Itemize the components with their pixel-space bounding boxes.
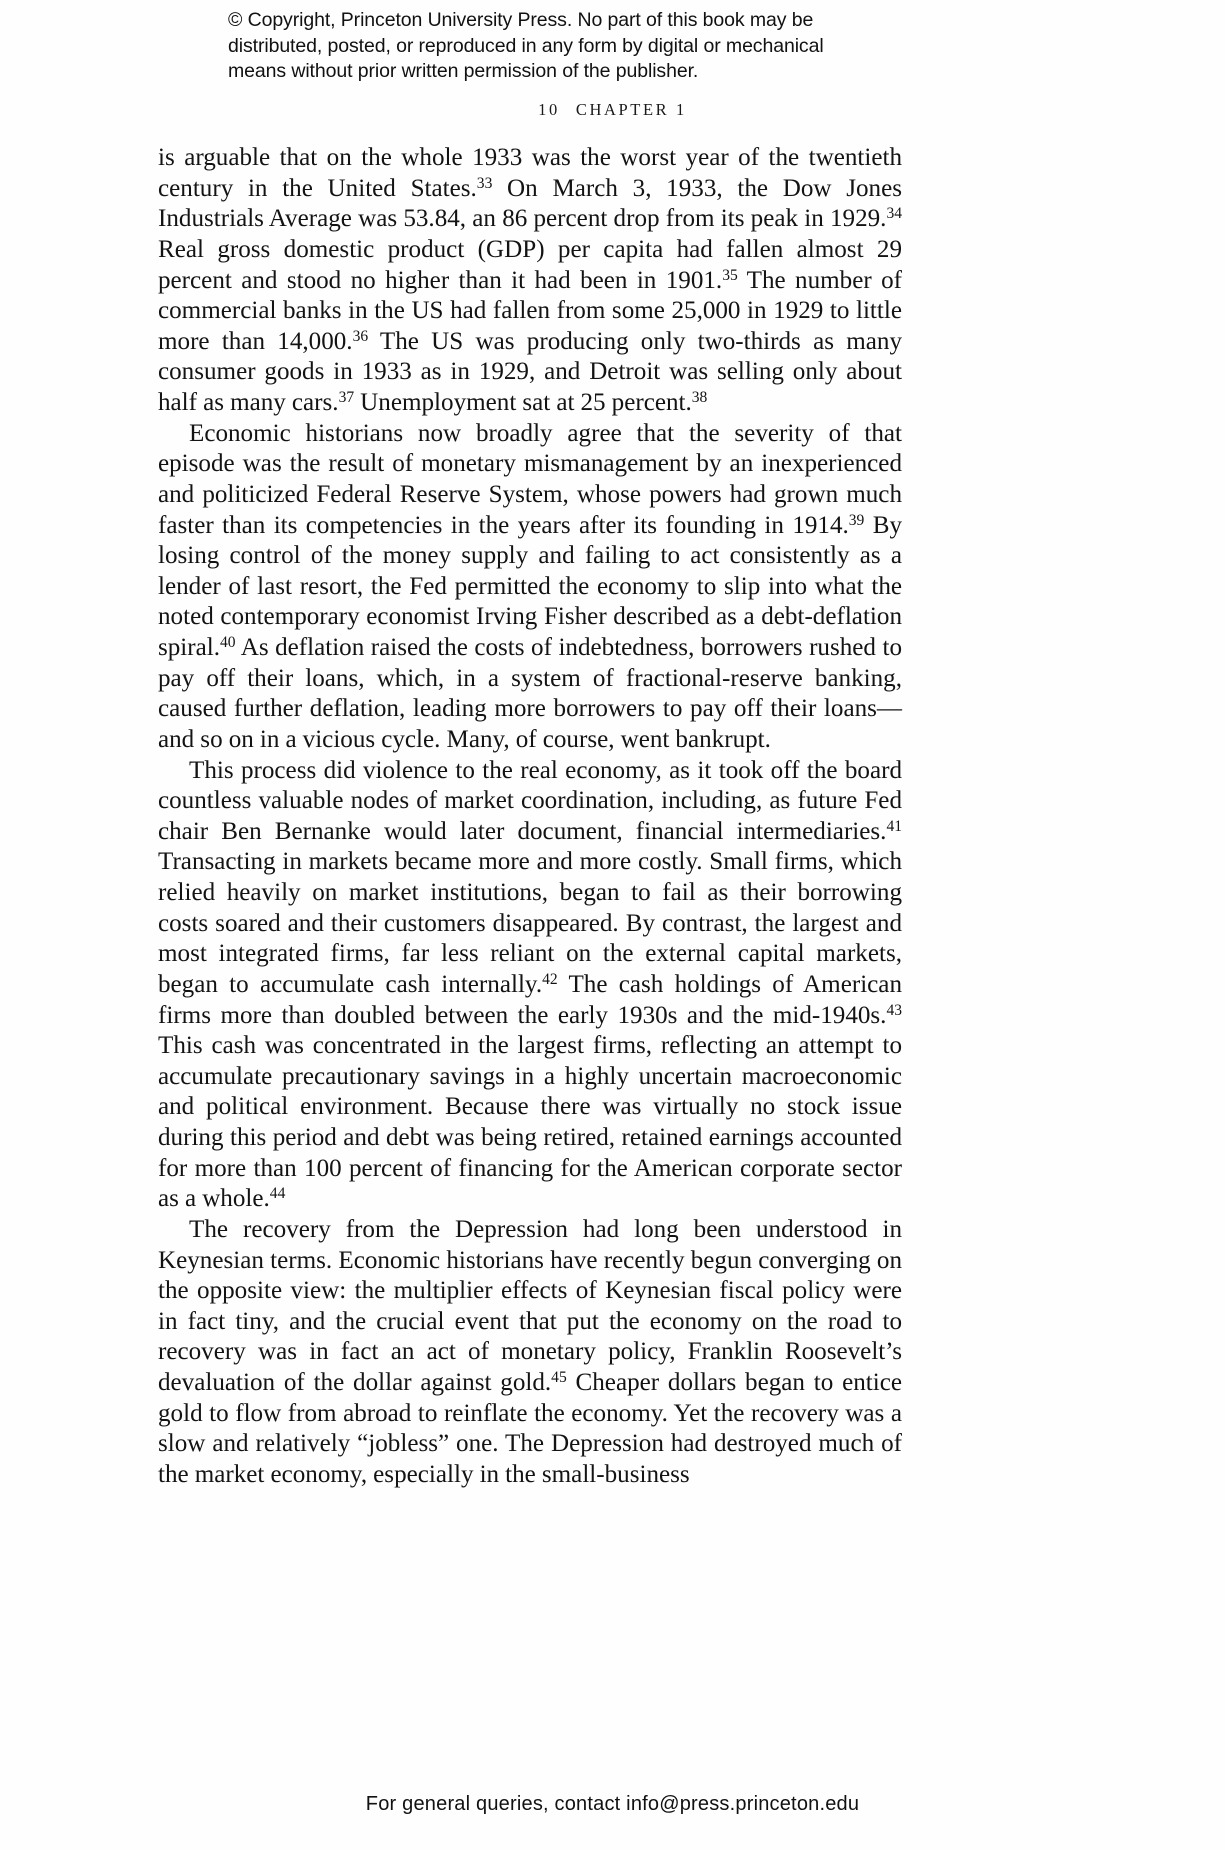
chapter-label: CHAPTER 1 (575, 100, 687, 119)
paragraph-3: This process did violence to the real economy, as it took off the board countless valuable nodes of market coordination, including, as future Fed chair Ben Bernanke would later document, financial intermediaries.$^{41}$ Transacting in markets became more and more costly. Small firms, which relied heavily on market institutions, began to fail as their borrowing costs soared and their customers disappeared. By contrast, the largest and most integrated firms, far less reliant on the external capital markets, began to accumulate cash internally.$^{42}$ The cash holdings of American firms more than doubled between the early 1930s and the mid-1940s.$^{43}$ This cash was concentrated in the largest firms, reflecting an attempt to accumulate precautionary savings in a highly uncertain macroeconomic and political environment. Because there was virtually no stock issue during this period and debt was being retired, retained earnings accounted for more than 100 percent of financing for the American corporate sector as a whole.$^{44}$ (158, 756, 902, 1213)
paragraph-4: The recovery from the Depression had long been understood in Keynesian terms. Economic historians have recently begun converging on the opposite view: the multiplier effects of Keynesian fiscal policy were in fact tiny, and the crucial event that put the economy on the road to recovery was in fact an act of monetary policy, Franklin Roosevelt’s devaluation of the dollar against gold.$^{45}$ Cheaper dollars began to entice gold to flow from abroad to reinflate the economy. Yet the recovery was a slow and relatively “jobless” one. The Depression had destroyed much of the market economy, especially in the small-business (158, 1215, 902, 1488)
body-text (158, 143, 902, 1491)
copyright-line-2: distributed, posted, or reproduced in any form by digital or mechanical (228, 34, 824, 57)
copyright-line-1: © Copyright, Princeton University Press. No part of this book may be (228, 9, 814, 31)
page-number: 10 (538, 100, 560, 119)
paragraph-2: Economic historians now broadly agree that the severity of that episode was the result of monetary mismanagement by an inexperienced and politicized Federal Reserve System, whose powers had grown much faster than its competencies in the years after its founding in 1914.39 By losing control of the money supply and failing to act consistently as a lender of last resort, the Fed permitted the economy to slip into what the noted contemporary economist Irving Fisher described as a debt-deflation spiral.$^{40}$ As deflation raised the costs of indebtedness, borrowers rushed to pay off their loans, which, in a system of fractional-reserve banking, caused further deflation, leading more borrowers to pay off their loans—and so on in a vicious cycle. Many, of course, went bankrupt. (158, 419, 902, 753)
copyright-line-3: means without prior written permission of the publisher. (228, 60, 699, 82)
copyright-notice (228, 8, 848, 85)
paragraph-1: is arguable that on the whole 1933 was the worst year of the twentieth century in the United States.$^{33}$ On March 3, 1933, the Dow Jones Industrials Average was 53.84, an 86 percent drop from its peak in 1929.34 Real gross domestic product (GDP) per capita had fallen almost 29 percent and stood no higher than it had been in 1901.35 The number of commercial banks in the US had fallen from some 25,000 in 1929 to little more than 14,000.36 The US was producing only two-thirds as many consumer goods in 1933 as in 1929, and Detroit was selling only about half as many cars.$^{37}$ Unemployment sat at 25 percent.$^{38}$ (158, 144, 902, 416)
footer-queries: For general queries, contact info@press.princeton.edu (365, 1793, 860, 1815)
running-head (0, 100, 1225, 120)
